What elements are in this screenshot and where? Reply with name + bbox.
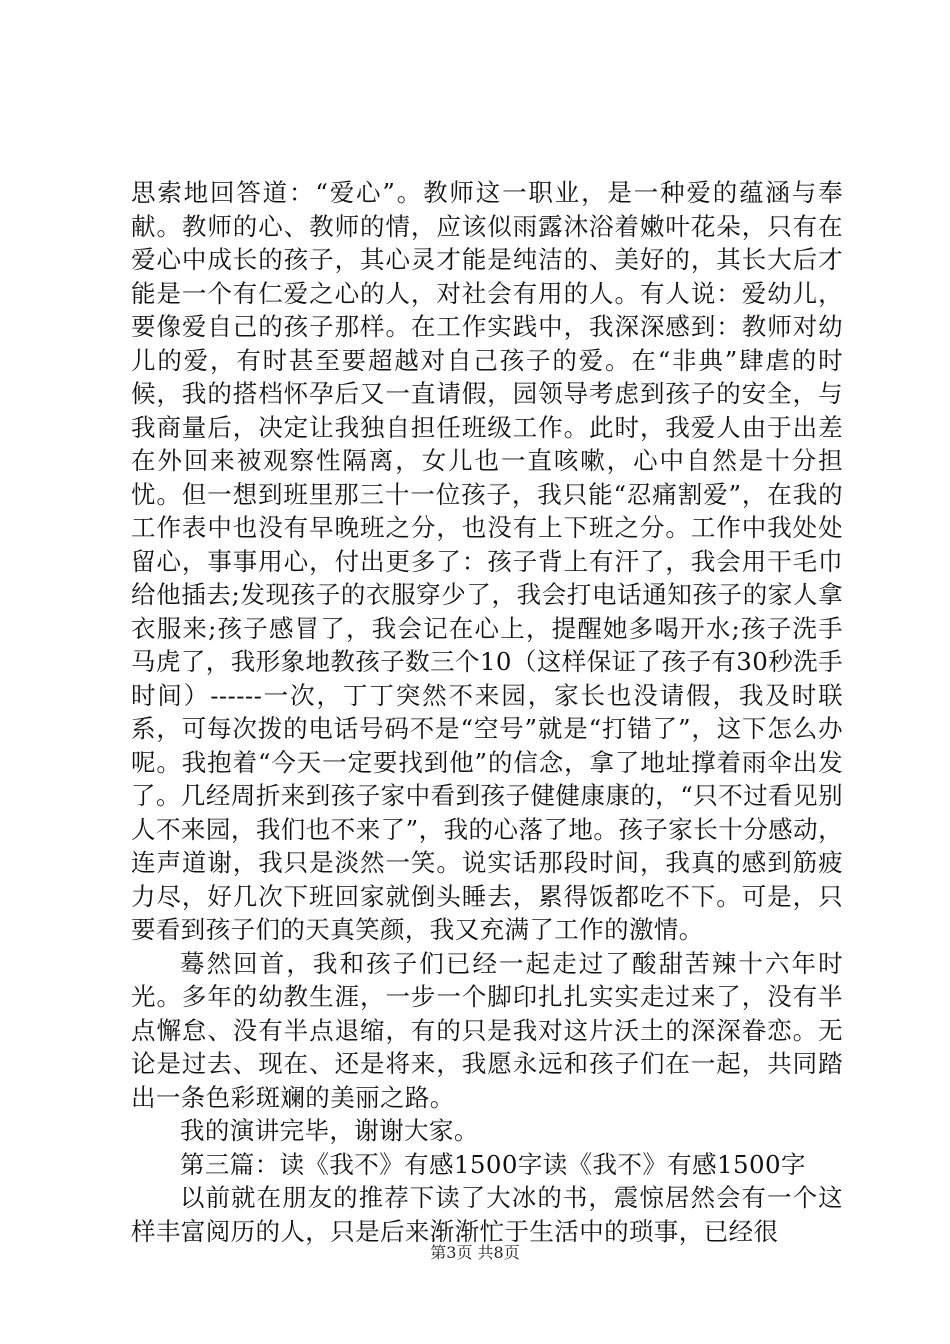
paragraph-3: 我的演讲完毕，谢谢大家。 xyxy=(180,1116,479,1145)
page-footer xyxy=(0,1243,950,1263)
paragraph-1: 思索地回答道：“爱心”。教师这一职业，是一种爱的蕴涵与奉献。教师的心、教师的情，应该似雨露沐浴着嫩叶花朵，只有在爱心中成长的孩子，其心灵才能是纯洁的、美好的，其长大后才能是一个有仁爱之心的人，对社会有用的人。有人说：爱幼儿，要像爱自己的孩子那样。在工作实践中，我深深感到：教师对幼儿的爱，有时甚至要超越对自己孩子的爱。在“非典”肆虐的时候，我的搭档怀孕后又一直请假，园领导考虑到孩子的安全，与我商量后，决定让我独自担任班级工作。此时，我爱人由于出差在外回来被观察性隔离，女儿也一直咳嗽，心中自然是十分担忧。但一想到班里那三十一位孩子，我只能“忍痛割爱”，在我的工作表中也没有早晚班之分，也没有上下班之分。工作中我处处留心，事事用心，付出更多了：孩子背上有汗了，我会用干毛巾给他插去;发现孩子的衣服穿少了，我会打电话通知孩子的家人拿衣服来;孩子感冒了，我会记在心上，提醒她多喝开水;孩子洗手马虎了，我形象地教孩子数三个10（这样保证了孩子有30秒洗手时间）------一次，丁丁突然不来园，家长也没请假，我及时联系，可每次拨的电话号码不是“空号”就是“打错了”，这下怎么办呢。我抱着“今天一定要找到他”的信念，拿了地址撑着雨伞出发了。几经周折来到孩子家中看到孩子健健康康的，“只不过看见别人不来园，我们也不来了”，我的心落了地。孩子家长十分感动，连声道谢，我只是淡然一笑。说实话那段时间，我真的感到筋疲力尽，好几次下班回家就倒头睡去，累得饭都吃不下。可是，只要看到孩子们的天真笑颜，我又充满了工作的激情。 xyxy=(131,178,843,944)
paragraph-2: 蓦然回首，我和孩子们已经一起走过了酸甜苦辣十六年时光。多年的幼教生涯，一步一个脚印扎扎实实走过来了，没有半点懈怠、没有半点退缩，有的只是我对这片沃土的深深眷恋。无论是过去、现在、还是将来，我愿永远和孩子们在一起，共同踏出一条色彩斑斓的美丽之路。 xyxy=(131,948,843,1112)
section-heading: 第三篇：读《我不》有感1500字读《我不》有感1500字 xyxy=(180,1149,806,1179)
document-body xyxy=(131,176,843,1248)
paragraph-5: 以前就在朋友的推荐下读了大冰的书，震惊居然会有一个这样丰富阅历的人，只是后来渐渐忙于生活中的琐事，已经很 xyxy=(131,1183,843,1246)
page-number: 第3页 共8页 xyxy=(430,1243,520,1262)
